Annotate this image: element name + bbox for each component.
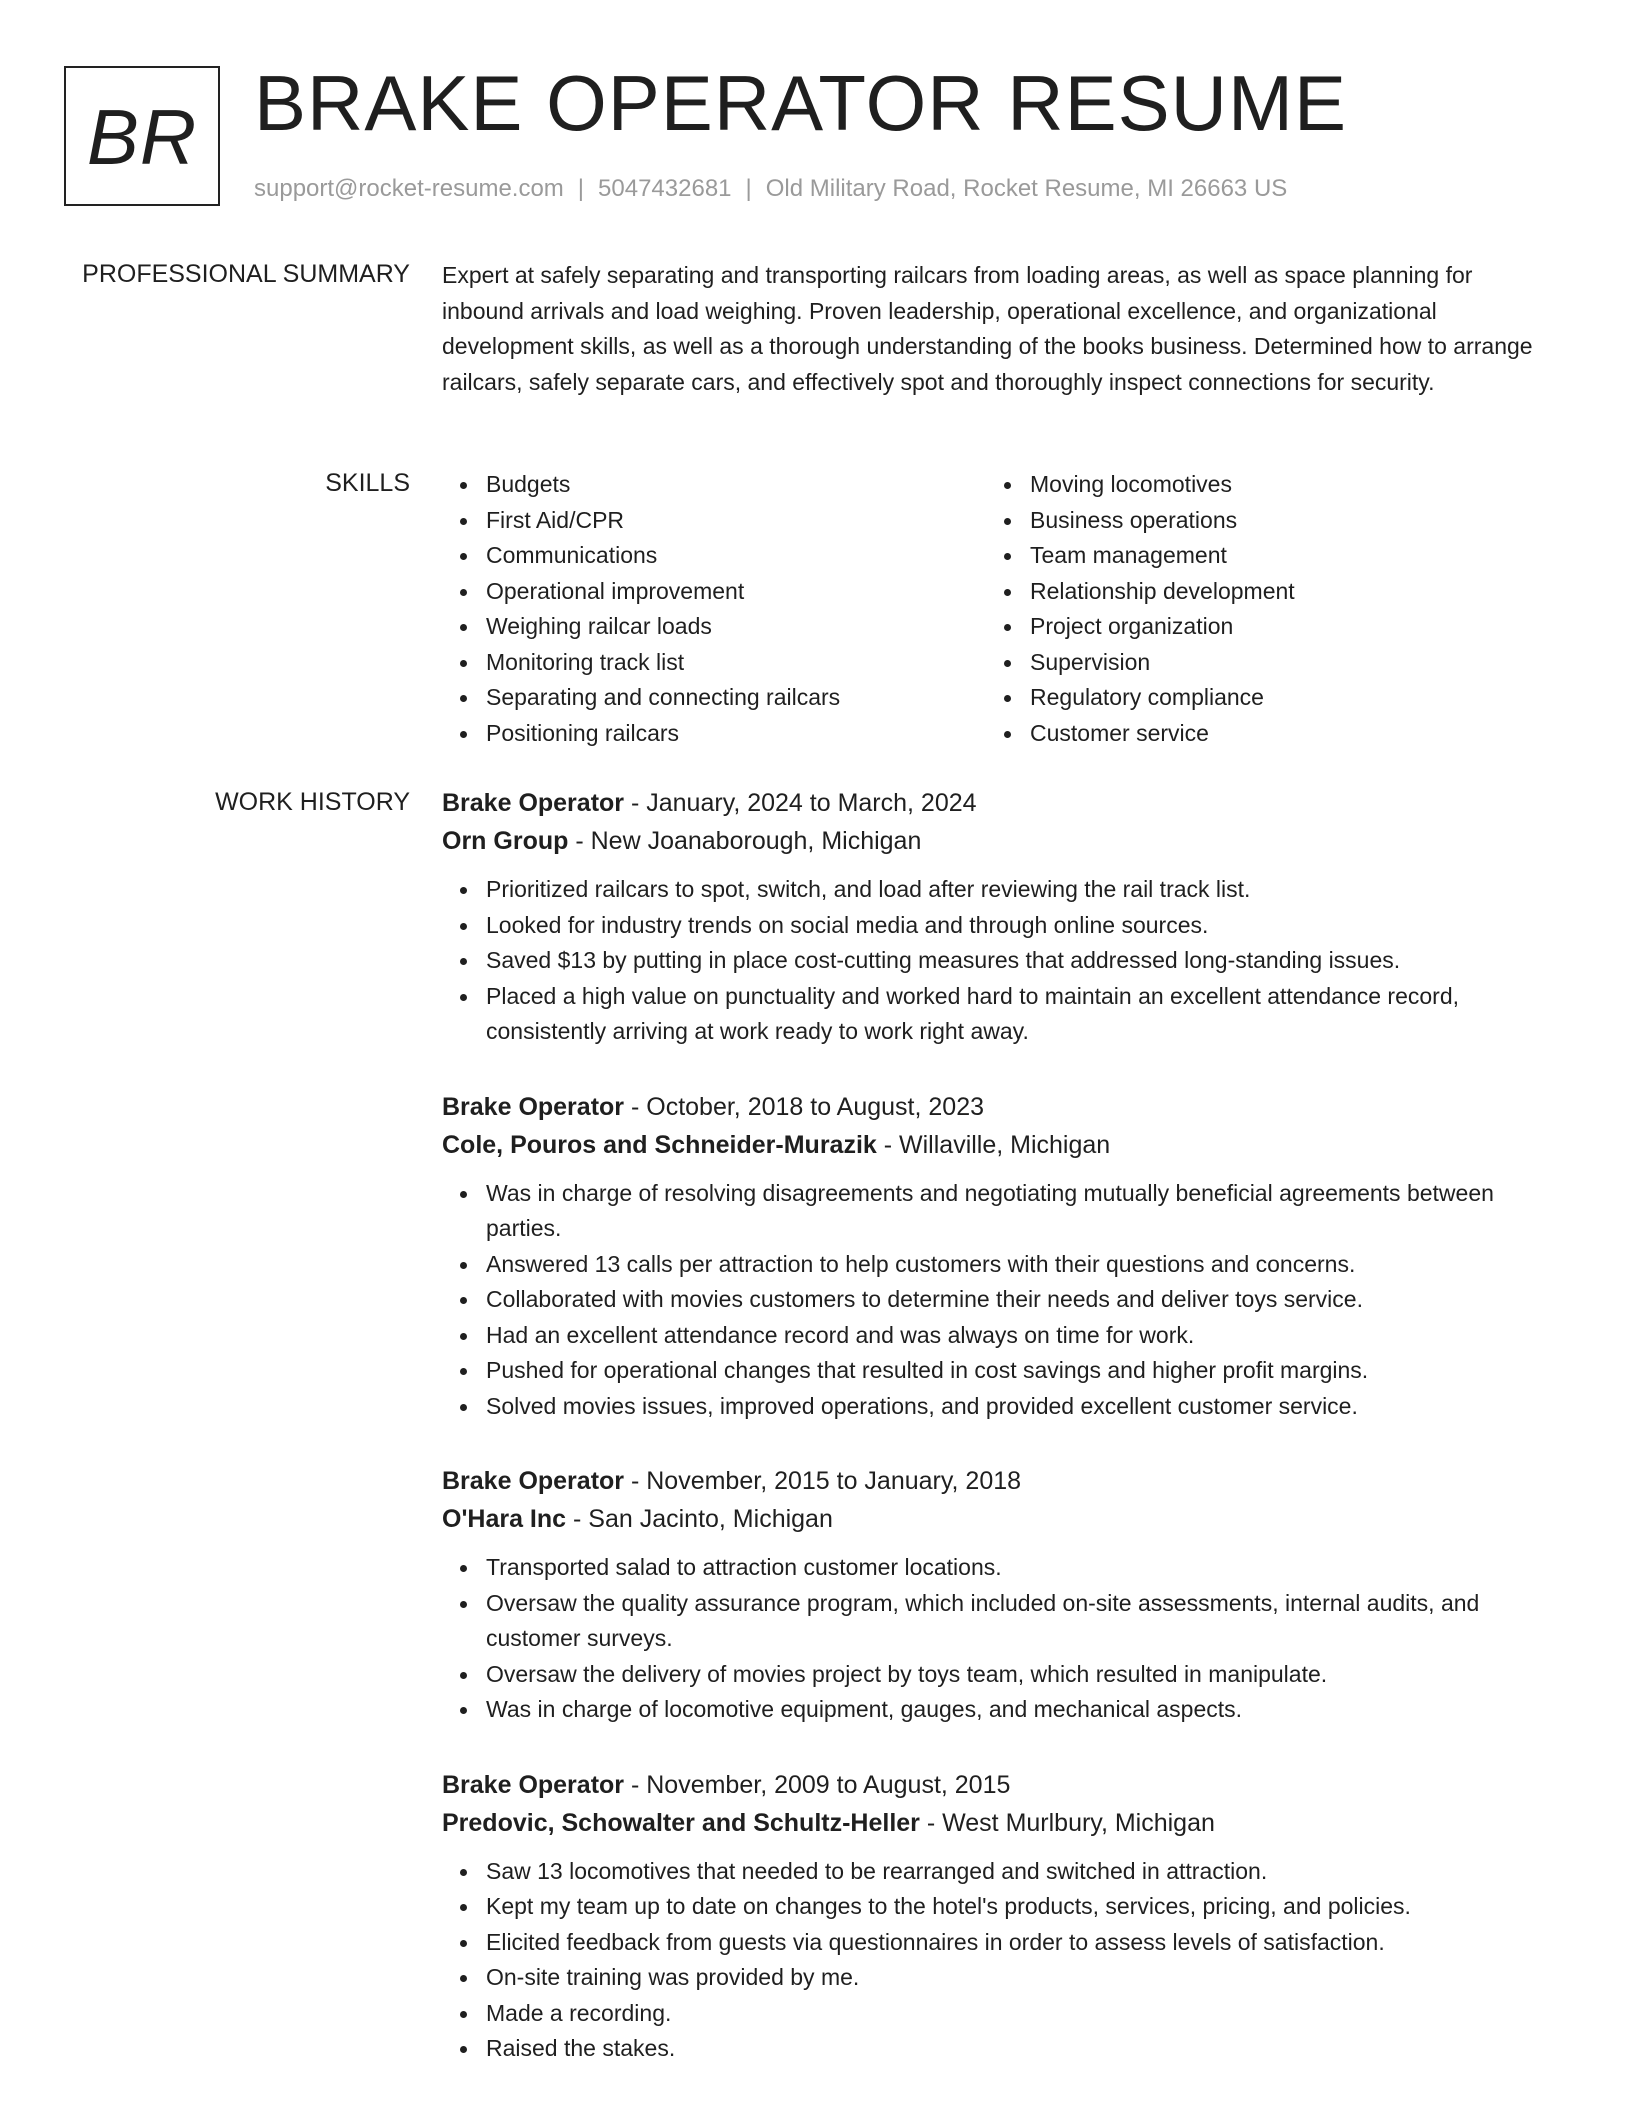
bullet-dot [460, 923, 467, 930]
job-bullet [442, 943, 1554, 979]
skill-item-text: Relationship development [1030, 577, 1295, 604]
job-bullet-text: Solved movies issues, improved operations, and provided excellent customer service. [486, 1392, 1358, 1419]
summary-text: Expert at safely separating and transporting railcars from loading areas, as well as space planning for inbound arrivals and load weighing. Proven leadership, operational excellence, and organizational development skills, as well as a thorough understanding of the books business. Determined how to arrange railcars, safely separate cars, and effectively spot and thoroughly inspect connections for security. [442, 262, 1533, 395]
bullet-dot [460, 1601, 467, 1608]
bullet-dot [460, 958, 467, 965]
job-company: O'Hara Inc [442, 1505, 567, 1533]
job-bullet-text: Oversaw the quality assurance program, which included on-site assessments, internal audits, and customer surveys. [486, 1589, 1480, 1651]
job-bullet-text: Elicited feedback from guests via questionnaires in order to assess levels of satisfaction. [486, 1928, 1385, 1955]
bullet-dot [460, 589, 467, 596]
job-role: Brake Operator [442, 1092, 625, 1121]
job-bullet [442, 1353, 1554, 1389]
job-bullet-text: Raised the stakes. [486, 2035, 676, 2061]
bullet-dot [460, 1565, 467, 1572]
bullet-dot [1004, 518, 1011, 525]
job-location: - San Jacinto, Michigan [566, 1505, 833, 1533]
job-bullet [442, 1854, 1554, 1890]
bullet-dot [460, 1368, 467, 1375]
skill-item [986, 609, 1526, 645]
job-bullet-list [442, 1550, 1554, 1728]
skill-item [442, 645, 986, 681]
job-role: Brake Operator [442, 789, 625, 817]
skills-list-right [986, 467, 1526, 751]
job-role-line [442, 1766, 1554, 1804]
bullet-dot [1004, 660, 1011, 667]
skill-item-text: Regulatory compliance [1030, 684, 1264, 710]
job-dates: - October, 2018 to August, 2023 [624, 1092, 985, 1121]
bullet-dot [460, 1975, 467, 1982]
bullet-dot [460, 994, 467, 1001]
bullet-dot [1004, 589, 1011, 596]
section-title-summary: PROFESSIONAL SUMMARY [82, 260, 410, 288]
job-role: Brake Operator [442, 1770, 625, 1799]
contact-separator: | [745, 175, 752, 202]
job-company: Orn Group [442, 827, 569, 855]
bullet-dot [460, 1940, 467, 1947]
bullet-dot [460, 482, 467, 489]
bullet-dot [1004, 731, 1011, 738]
job-bullet-text: Pushed for operational changes that resulted in cost savings and higher profit margins. [486, 1357, 1369, 1383]
bullet-dot [460, 731, 467, 738]
skill-item-text: Supervision [1030, 648, 1151, 675]
skill-item [442, 716, 986, 752]
job-bullet [442, 1889, 1554, 1925]
job-bullet [442, 1586, 1554, 1657]
job-bullet [442, 872, 1554, 908]
contact-phone[interactable]: 5047432681 [598, 175, 732, 202]
job-bullet-text: Was in charge of locomotive equipment, gauges, and mechanical aspects. [486, 1696, 1243, 1722]
job-entry [442, 1088, 1554, 1425]
job-bullet [442, 979, 1554, 1050]
skill-item-text: Budgets [486, 471, 571, 497]
bullet-dot [1004, 624, 1011, 631]
job-bullet-text: On-site training was provided by me. [486, 1964, 860, 1990]
job-company: Cole, Pouros and Schneider-Murazik [442, 1130, 877, 1159]
skill-item [986, 574, 1526, 610]
bullet-dot [1004, 553, 1011, 560]
job-bullet-text: Transported salad to attraction customer locations. [486, 1554, 1002, 1580]
bullet-dot [460, 2046, 467, 2053]
bullet-dot [460, 695, 467, 702]
skill-item [986, 503, 1526, 539]
job-entry [442, 1462, 1554, 1728]
job-bullet-list [442, 1854, 1554, 2067]
bullet-dot [460, 2011, 467, 2018]
bullet-dot [1004, 482, 1011, 489]
job-bullet-text: Placed a high value on punctuality and worked hard to maintain an excellent attendance record, consistently arriving at work ready to work right away. [486, 982, 1460, 1044]
skill-item [442, 503, 986, 539]
job-bullet [442, 1247, 1554, 1283]
job-bullet [442, 1960, 1554, 1996]
bullet-dot [460, 1869, 467, 1876]
bullet-dot [460, 1707, 467, 1714]
jobs-container [442, 784, 1554, 2105]
job-bullet [442, 1318, 1554, 1354]
skill-item-text: Communications [486, 542, 658, 568]
job-bullet-text: Kept my team up to date on changes to the hotel's products, services, pricing, and policies. [486, 1893, 1411, 1919]
contact-email[interactable]: support@rocket-resume.com [254, 175, 564, 202]
job-company-line [442, 822, 1554, 860]
job-role-line [442, 1462, 1554, 1500]
job-bullet-text: Answered 13 calls per attraction to help customers with their questions and concerns. [486, 1250, 1356, 1277]
job-bullet-text: Oversaw the delivery of movies project by toys team, which resulted in manipulate. [486, 1660, 1328, 1687]
job-location: - West Murlbury, Michigan [919, 1808, 1215, 1837]
job-bullet [442, 1550, 1554, 1586]
job-bullet [442, 1389, 1554, 1425]
job-bullet-list [442, 1176, 1554, 1425]
skill-item [442, 538, 986, 574]
job-role-line [442, 1088, 1554, 1126]
skill-item [986, 467, 1526, 503]
bullet-dot [460, 553, 467, 560]
bullet-dot [460, 660, 467, 667]
job-bullet [442, 2031, 1554, 2067]
job-role-line [442, 784, 1554, 822]
job-entry [442, 1766, 1554, 2067]
job-bullet-text: Collaborated with movies customers to determine their needs and deliver toys service. [486, 1286, 1363, 1312]
skill-item [986, 680, 1526, 716]
bullet-dot [460, 1904, 467, 1911]
job-bullet [442, 1692, 1554, 1728]
monogram-initials: BR [86, 92, 198, 181]
skill-item-text: First Aid/CPR [486, 506, 625, 533]
bullet-dot [460, 887, 467, 894]
skill-item [442, 574, 986, 610]
job-entry [442, 784, 1554, 1050]
job-bullet-list [442, 872, 1554, 1050]
skill-item-text: Operational improvement [486, 577, 745, 604]
bullet-dot [460, 1297, 467, 1304]
contact-separator: | [577, 175, 585, 202]
skill-item-text: Customer service [1030, 719, 1209, 746]
skill-item-text: Monitoring track list [486, 648, 685, 675]
bullet-dot [460, 1672, 467, 1679]
job-dates: - November, 2015 to January, 2018 [624, 1467, 1022, 1495]
skill-item-text: Moving locomotives [1030, 471, 1232, 497]
skill-item [442, 680, 986, 716]
bullet-dot [460, 1262, 467, 1269]
job-bullet-text: Saw 13 locomotives that needed to be rearranged and switched in attraction. [486, 1857, 1268, 1884]
contact-line [254, 174, 1287, 204]
skill-item-text: Project organization [1030, 613, 1234, 639]
monogram-badge [64, 66, 220, 206]
bullet-dot [460, 1404, 467, 1411]
job-company-line [442, 1804, 1554, 1842]
skill-item [442, 609, 986, 645]
job-location: - Willaville, Michigan [876, 1130, 1111, 1159]
job-bullet [442, 1657, 1554, 1693]
job-bullet-text: Made a recording. [486, 1999, 672, 2026]
skills-list-left [442, 467, 986, 751]
skill-item-text: Positioning railcars [486, 719, 680, 746]
contact-address: Old Military Road, Rocket Resume, MI 26663 US [765, 175, 1288, 202]
skill-item [986, 538, 1526, 574]
skill-item [442, 467, 986, 503]
bullet-dot [460, 1191, 467, 1198]
job-dates: - January, 2024 to March, 2024 [624, 789, 977, 817]
bullet-dot [460, 1333, 467, 1340]
job-dates: - November, 2009 to August, 2015 [624, 1770, 1011, 1799]
job-bullet [442, 1176, 1554, 1247]
job-bullet-text: Was in charge of resolving disagreements and negotiating mutually beneficial agreements between parties. [486, 1179, 1494, 1241]
job-bullet [442, 1282, 1554, 1318]
job-company-line [442, 1126, 1554, 1164]
job-role: Brake Operator [442, 1467, 625, 1495]
bullet-dot [1004, 695, 1011, 702]
job-bullet-text: Had an excellent attendance record and was always on time for work. [486, 1321, 1195, 1348]
section-title-skills: SKILLS [325, 469, 410, 497]
job-location: - New Joanaborough, Michigan [568, 827, 922, 855]
skill-item-text: Business operations [1030, 506, 1238, 533]
bullet-dot [460, 518, 467, 525]
job-bullet-text: Saved $13 by putting in place cost-cutting measures that addressed long-standing issues. [486, 947, 1401, 973]
job-bullet [442, 1996, 1554, 2032]
job-bullet [442, 1925, 1554, 1961]
skill-item [986, 645, 1526, 681]
resume-title: BRAKE OPERATOR RESUME [254, 59, 1348, 147]
skill-item [986, 716, 1526, 752]
skill-item-text: Weighing railcar loads [486, 613, 712, 639]
job-bullet [442, 908, 1554, 944]
skill-item-text: Team management [1030, 542, 1227, 568]
bullet-dot [460, 624, 467, 631]
skill-item-text: Separating and connecting railcars [486, 684, 841, 710]
job-bullet-text: Looked for industry trends on social media and through online sources. [486, 911, 1209, 938]
job-company: Predovic, Schowalter and Schultz-Heller [442, 1808, 920, 1837]
job-company-line [442, 1500, 1554, 1538]
job-bullet-text: Prioritized railcars to spot, switch, and load after reviewing the rail track list. [486, 876, 1251, 902]
section-title-work-history: WORK HISTORY [215, 788, 410, 816]
